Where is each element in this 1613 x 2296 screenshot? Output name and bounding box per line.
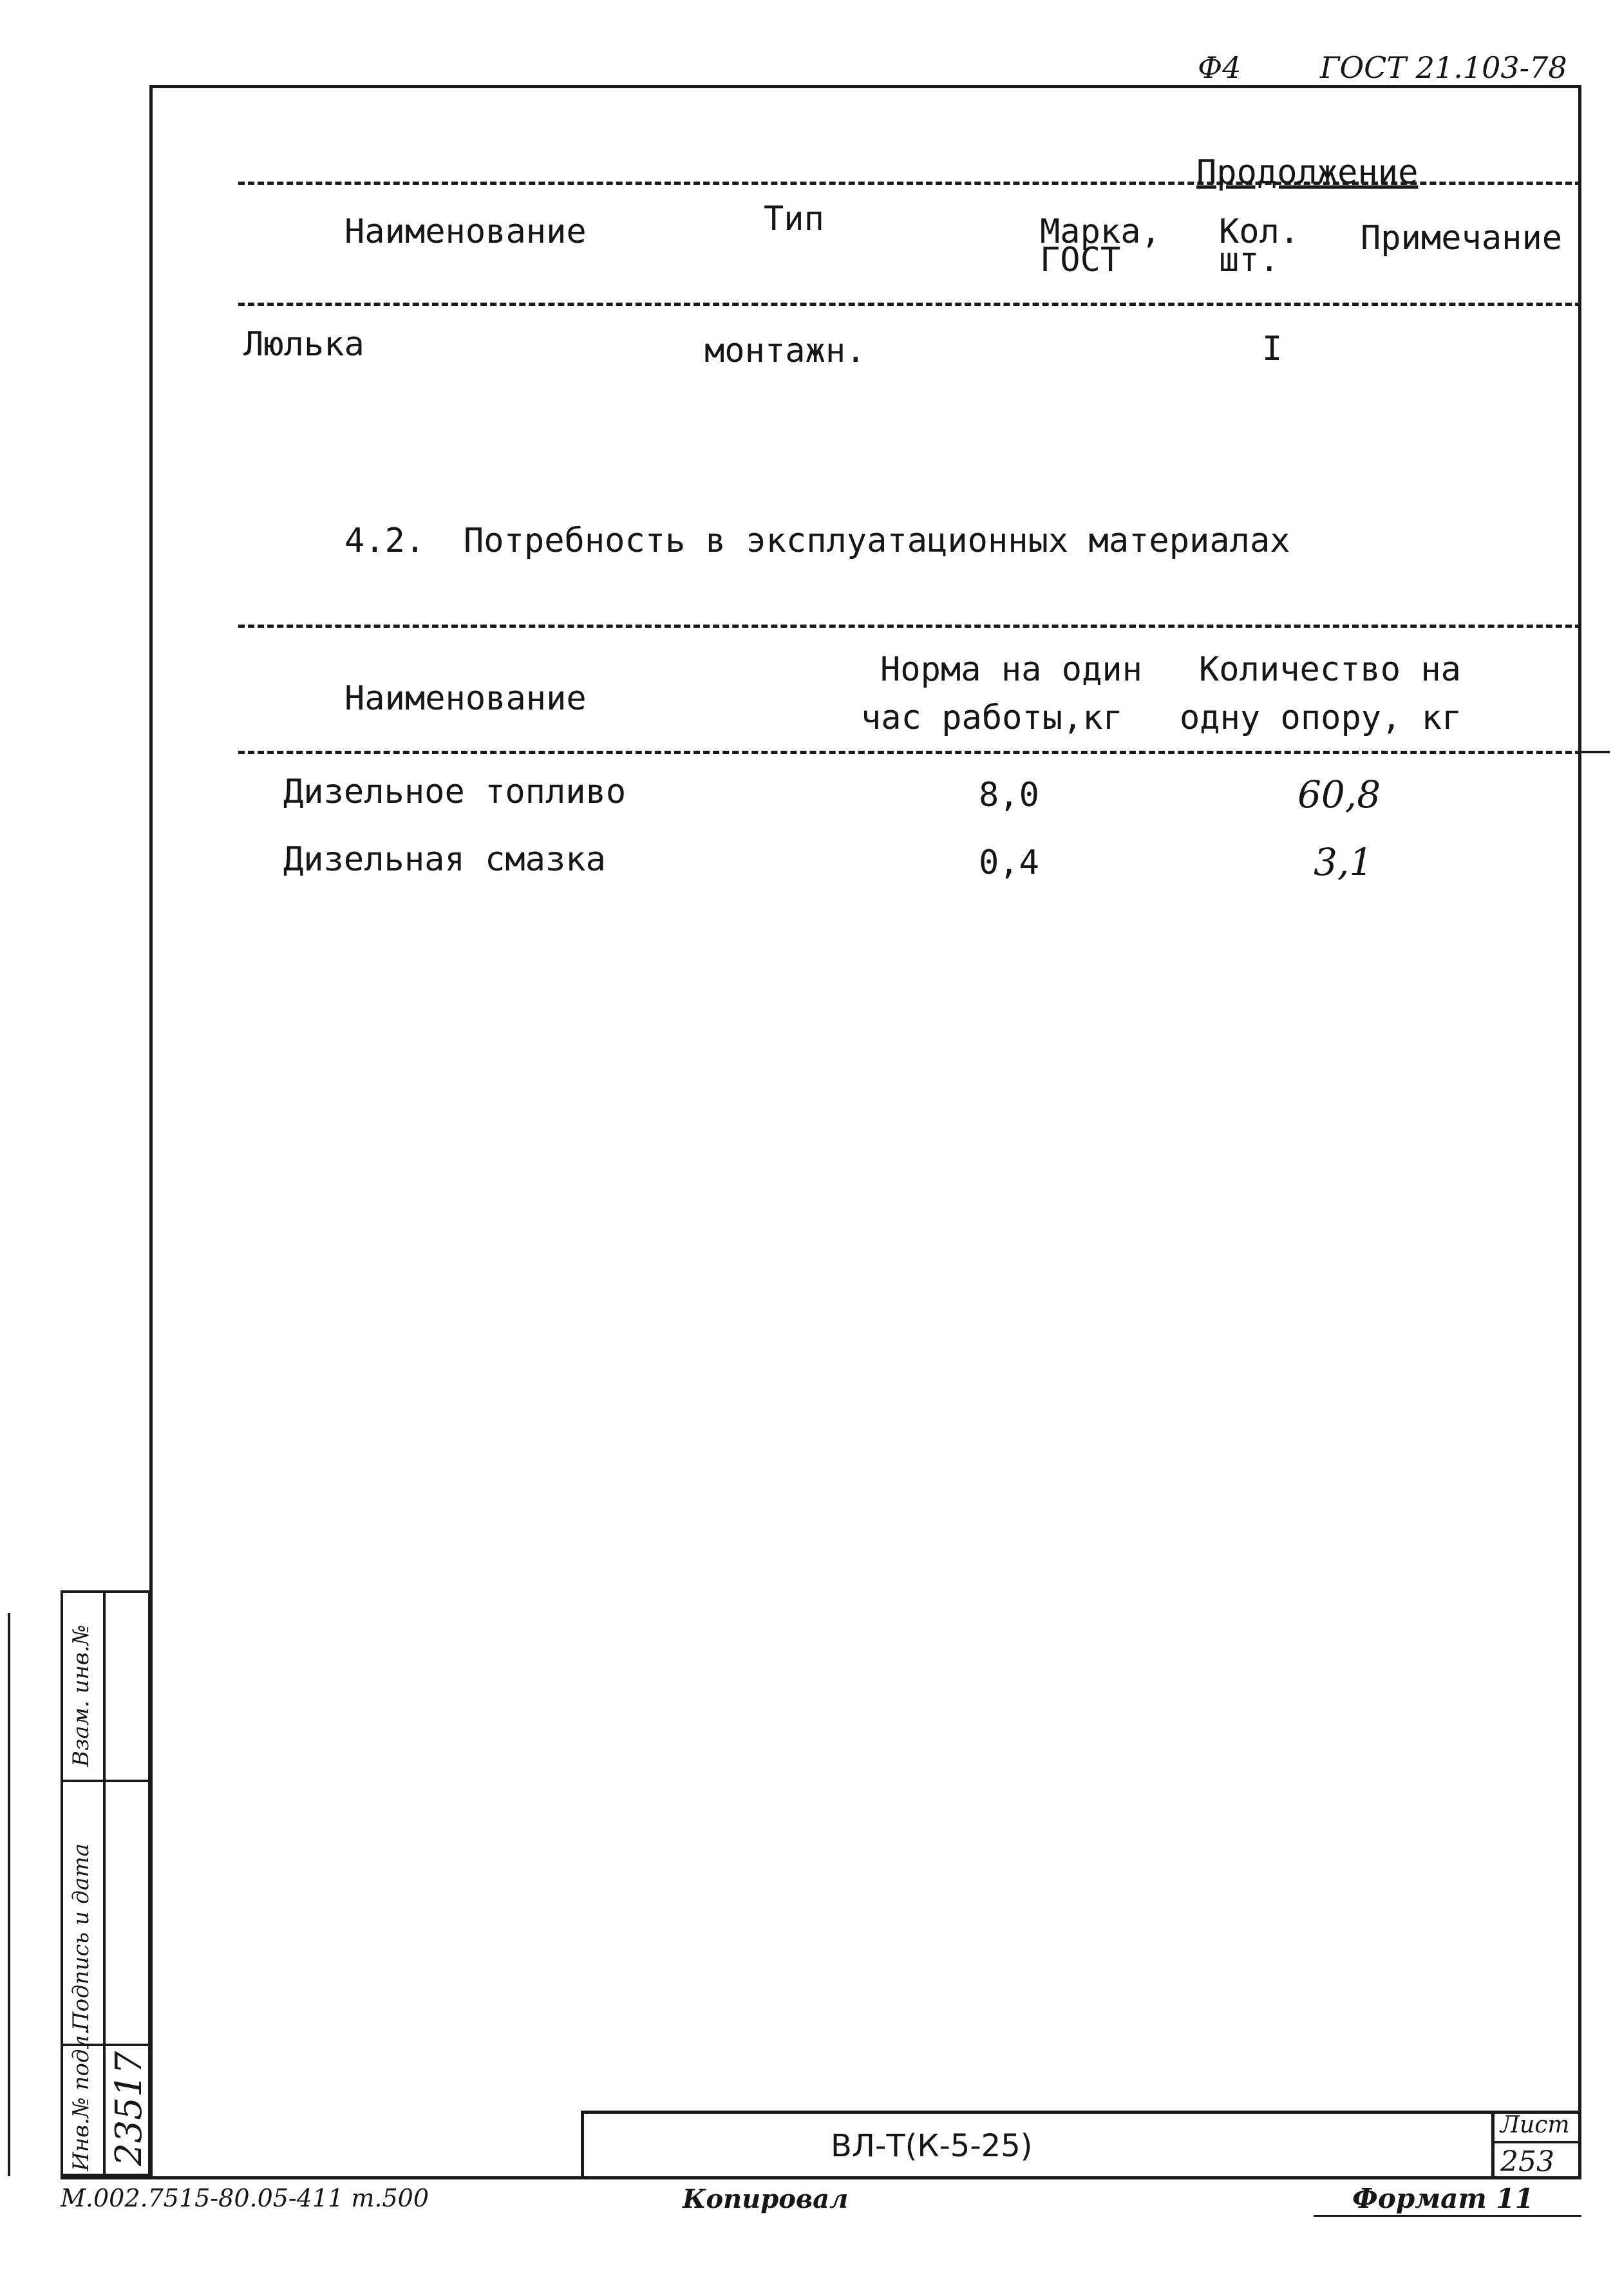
sheet-label: Лист [1500,2112,1570,2138]
margin-vertical-line [8,1613,10,2176]
table2-header-rule [238,751,1581,754]
table2-col-qty-line2: одну опору, кг [1180,699,1462,737]
table1-row-qty: I [1262,330,1283,368]
section-number: 4.2. [344,522,426,560]
table2-row1-qty: 60,8 [1297,773,1381,816]
table2-row2-qty: 3,1 [1314,840,1373,884]
table1-top-rule [238,182,1581,185]
format-label: Формат 11 [1352,2183,1534,2214]
margin-tick [1581,751,1610,753]
sheet-number: 253 [1500,2145,1554,2178]
side-stamp-divider [103,1593,106,2174]
table2-row2-name: Дизельная смазка [283,840,606,879]
frame-right-border [1578,85,1581,2178]
signature-date-label: Подпись и дата [68,1843,94,2031]
table2-row2-norm: 0,4 [979,843,1039,882]
drawing-designation: ВЛ-Т(К-5-25) [831,2128,1033,2164]
table1-row-name: Люлька [243,325,364,364]
sheet-cell-rule [1495,2141,1578,2143]
table1-col-type: Тип [764,200,824,238]
table1-col-mark: Марка, ГОСТ [1040,212,1161,279]
form-code: Ф4 [1198,50,1241,85]
frame-top-border [149,85,1581,88]
table2-col-norm-line1: Норма на один [880,650,1142,689]
table1-header-rule [238,303,1581,306]
format-underline [1314,2215,1581,2217]
table2-row1-name: Дизельное топливо [283,773,627,811]
table1-row-type: монтажн. [704,332,866,370]
table1-col-qty: Кол. шт. [1219,212,1300,279]
side-stamp [61,1590,151,2176]
table2-col-qty-line1: Количество на [1199,650,1461,689]
frame-bottom-border [61,2176,1581,2179]
section-title: Потребность в эксплуатационных материалах [464,522,1290,560]
gost-reference: ГОСТ 21.103-78 [1320,50,1567,85]
order-number: М.002.7515-80.05-411 т.500 [61,2184,429,2212]
side-stamp-rule-1 [63,1780,148,1782]
continuation-label: Продолжение [1196,153,1419,192]
table2-col-norm-line2: час работы,кг [861,699,1123,737]
table2-col-name: Наименование [344,679,587,718]
inv-original-value: 23517 [108,2051,150,2166]
title-block [581,2111,1578,2176]
replace-inv-label: Взам. инв.№ [68,1624,94,1767]
copied-label: Копировал [683,2184,849,2214]
table2-row1-norm: 8,0 [979,776,1039,814]
table1-col-note: Примечание [1361,219,1563,258]
title-block-divider [1491,2111,1495,2176]
table1-col-name: Наименование [344,212,587,251]
table2-top-rule [238,625,1581,628]
inv-original-label: Инв.№ подл. [68,2028,94,2171]
